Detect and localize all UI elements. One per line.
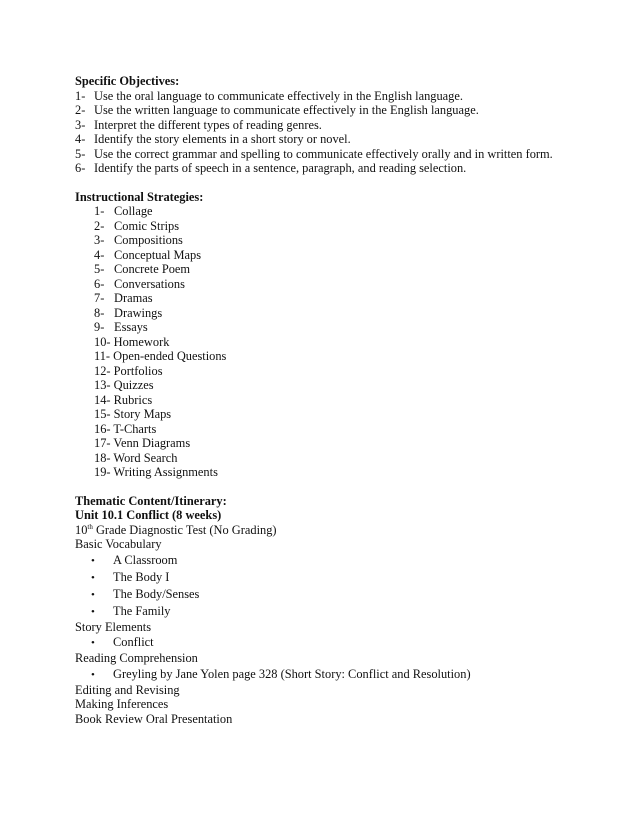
unit-title: Unit 10.1 Conflict (8 weeks): [75, 508, 222, 522]
objective-number: 2-: [75, 103, 86, 117]
strategy-text: Homework: [113, 334, 170, 349]
strategy-text: Essays: [114, 320, 148, 334]
list-item: [75, 634, 615, 651]
list-item-text: The Body I: [113, 569, 170, 584]
strategy-number: 5-: [94, 262, 105, 276]
objectives-heading: Specific Objectives:: [75, 74, 180, 88]
strategy-number: 4-: [94, 247, 105, 262]
strategy-number: 19-: [94, 465, 111, 479]
objectives-list: [75, 89, 615, 176]
strategy-text: Dramas: [114, 291, 153, 305]
strategy-item: [75, 219, 615, 234]
strategy-item: [75, 291, 615, 306]
objective-item: [75, 89, 615, 104]
strategy-text: Compositions: [114, 233, 183, 247]
strategy-number: 1-: [94, 204, 105, 218]
list-item: [75, 552, 615, 569]
objective-text: Interpret the different types of reading genres.: [94, 117, 322, 132]
making-inferences: Making Inferences: [75, 697, 169, 711]
strategies-list: [75, 204, 615, 480]
strategy-item: [75, 422, 615, 437]
diagnostic-text: Grade Diagnostic Test (No Grading): [92, 522, 277, 537]
strategy-item: [75, 277, 615, 292]
reading-comprehension-label: Reading Comprehension: [75, 651, 198, 665]
strategy-item: [75, 320, 615, 335]
strategy-number: 10-: [94, 334, 111, 349]
objective-item: [75, 161, 615, 176]
strategy-number: 11-: [94, 349, 111, 363]
strategy-number: 18-: [94, 450, 111, 465]
section-gap: [75, 176, 615, 190]
strategy-item: [75, 349, 615, 364]
strategy-item: [75, 378, 615, 393]
list-item: [75, 586, 615, 603]
reading-comprehension-list: [75, 666, 615, 683]
strategy-number: 7-: [94, 291, 105, 305]
bullet-icon: •: [91, 554, 95, 567]
strategy-number: 3-: [94, 233, 105, 247]
bullet-icon: •: [91, 588, 95, 601]
objective-text: Identify the parts of speech in a sentence, paragraph, and reading selection.: [94, 161, 467, 175]
list-item: [75, 569, 615, 586]
list-item-text: The Family: [113, 603, 171, 618]
strategy-text: Conceptual Maps: [114, 247, 202, 262]
strategy-number: 16-: [94, 421, 111, 436]
strategy-item: [75, 233, 615, 248]
strategy-number: 13-: [94, 378, 111, 392]
strategy-item: [75, 364, 615, 379]
objective-text: Use the correct grammar and spelling to communicate effectively orally and in written form.: [94, 146, 553, 161]
strategy-text: Concrete Poem: [114, 262, 191, 276]
bullet-icon: •: [91, 637, 95, 649]
strategy-text: Collage: [114, 204, 153, 218]
strategy-text: Open-ended Questions: [113, 349, 227, 363]
basic-vocabulary-label: Basic Vocabulary: [75, 537, 162, 551]
objective-number: 5-: [75, 146, 86, 161]
strategy-item: [75, 335, 615, 350]
strategy-text: Comic Strips: [114, 218, 180, 233]
strategy-item: [75, 436, 615, 451]
section-gap: [75, 480, 615, 494]
strategy-number: 12-: [94, 363, 111, 378]
bullet-icon: •: [91, 668, 95, 681]
document-content: [75, 74, 615, 726]
book-review: Book Review Oral Presentation: [75, 711, 233, 726]
basic-vocabulary-list: [75, 552, 615, 620]
objective-item: [75, 132, 615, 147]
strategy-text: Quizzes: [113, 378, 154, 392]
grade-number: 10: [75, 522, 88, 537]
strategy-number: 14-: [94, 392, 111, 407]
list-item-text: Conflict: [113, 635, 154, 649]
strategy-item: [75, 465, 615, 480]
story-elements-label: Story Elements: [75, 619, 152, 634]
strategy-item: [75, 407, 615, 422]
strategy-text: Word Search: [113, 450, 178, 465]
strategy-number: 9-: [94, 320, 105, 334]
objective-text: Use the written language to communicate effectively in the English language.: [94, 103, 479, 117]
objective-item: [75, 103, 615, 118]
strategy-text: Drawings: [114, 305, 163, 320]
strategy-item: [75, 248, 615, 263]
objective-text: Identify the story elements in a short story or novel.: [94, 132, 351, 146]
strategy-item: [75, 262, 615, 277]
objective-number: 3-: [75, 117, 86, 132]
strategies-heading: Instructional Strategies:: [75, 189, 204, 204]
strategy-item: [75, 306, 615, 321]
bullet-icon: •: [91, 571, 95, 584]
strategy-number: 8-: [94, 305, 105, 320]
strategy-number: 15-: [94, 407, 111, 421]
diagnostic-test: [75, 523, 615, 538]
grade-ordinal-suffix: th: [87, 522, 93, 531]
strategy-item: [75, 393, 615, 408]
list-item: [75, 603, 615, 620]
thematic-heading: Thematic Content/Itinerary:: [75, 493, 227, 508]
objective-item: [75, 147, 615, 162]
objective-number: 1-: [75, 88, 86, 103]
strategy-text: T-Charts: [113, 421, 157, 436]
strategy-text: Rubrics: [113, 392, 153, 407]
strategy-text: Venn Diagrams: [113, 436, 191, 450]
editing-revising: Editing and Revising: [75, 682, 180, 697]
strategy-text: Writing Assignments: [113, 465, 218, 479]
story-elements-list: [75, 634, 615, 651]
strategy-item: [75, 451, 615, 466]
strategy-number: 6-: [94, 276, 105, 291]
strategy-number: 2-: [94, 218, 105, 233]
objective-number: 4-: [75, 132, 86, 146]
objective-number: 6-: [75, 161, 86, 175]
strategy-number: 17-: [94, 436, 111, 450]
strategy-text: Conversations: [114, 276, 185, 291]
list-item-text: A Classroom: [113, 552, 178, 567]
list-item: [75, 666, 615, 683]
objective-item: [75, 118, 615, 133]
strategy-text: Portfolios: [113, 363, 163, 378]
objective-text: Use the oral language to communicate effectively in the English language.: [94, 88, 463, 103]
list-item-text: The Body/Senses: [113, 586, 200, 601]
list-item-text: Greyling by Jane Yolen page 328 (Short Story: Conflict and Resolution): [113, 666, 471, 681]
strategy-text: Story Maps: [113, 407, 172, 421]
strategy-item: [75, 204, 615, 219]
bullet-icon: •: [91, 605, 95, 618]
